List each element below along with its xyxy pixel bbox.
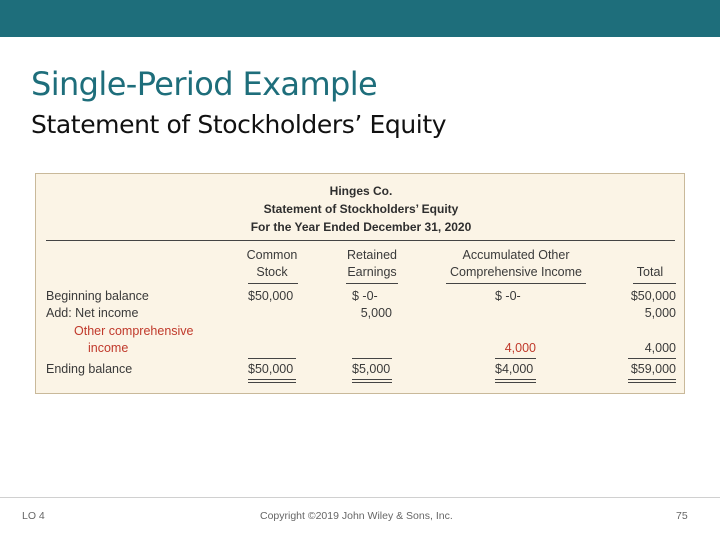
row-label-oci-line1: Other comprehensive <box>74 324 194 338</box>
cell-ending-retained: $5,000 <box>352 362 391 376</box>
page-number: 75 <box>676 510 688 522</box>
column-rule-common <box>248 283 298 284</box>
row-label-net-income: Add: Net income <box>46 306 139 320</box>
column-rule-retained <box>346 283 398 284</box>
learning-objective: LO 4 <box>22 510 45 522</box>
column-header-retained-earnings: Retained Earnings <box>346 248 398 279</box>
row-label-beginning-balance: Beginning balance <box>46 289 149 303</box>
column-header-common-stock: Common Stock <box>246 248 298 279</box>
double-rule-retained <box>352 379 392 383</box>
sum-rule-total <box>628 358 676 359</box>
slide-title: Single-Period Example <box>31 65 378 103</box>
cell-oci-aoci: 4,000 <box>504 341 536 355</box>
company-name: Hinges Co. <box>329 184 393 198</box>
row-label-oci-line2: income <box>88 341 129 355</box>
header-separator <box>46 240 675 241</box>
sum-rule-retained <box>352 358 392 359</box>
sum-rule-common <box>248 358 296 359</box>
cell-oci-total: 4,000 <box>644 341 676 355</box>
column-rule-total <box>633 283 676 284</box>
cell-ending-aoci: $4,000 <box>495 362 534 376</box>
cell-beginning-retained: $ -0- <box>352 289 378 303</box>
copyright-notice: Copyright ©2019 John Wiley & Sons, Inc. <box>260 510 453 522</box>
sum-rule-aoci <box>495 358 536 359</box>
cell-beginning-aoci: $ -0- <box>495 289 521 303</box>
double-rule-aoci <box>495 379 536 383</box>
footer-divider <box>0 497 720 498</box>
double-rule-common <box>248 379 296 383</box>
column-rule-aoci <box>446 283 586 284</box>
cell-ending-total: $59,000 <box>630 362 676 376</box>
cell-beginning-common: $50,000 <box>248 289 294 303</box>
statement-period: For the Year Ended December 31, 2020 <box>250 220 472 234</box>
double-rule-total <box>628 379 676 383</box>
equity-statement-exhibit <box>35 173 685 394</box>
cell-netincome-retained: 5,000 <box>360 306 392 320</box>
cell-netincome-total: 5,000 <box>644 306 676 320</box>
cell-beginning-total: $50,000 <box>630 289 676 303</box>
column-header-aoci: Accumulated Other Comprehensive Income <box>449 248 582 279</box>
column-header-total: Total <box>636 265 664 279</box>
statement-name: Statement of Stockholders’ Equity <box>263 202 459 216</box>
cell-ending-common: $50,000 <box>248 362 294 376</box>
row-label-ending-balance: Ending balance <box>46 362 133 376</box>
slide-subtitle: Statement of Stockholders’ Equity <box>31 110 447 139</box>
top-accent-bar <box>0 0 720 37</box>
